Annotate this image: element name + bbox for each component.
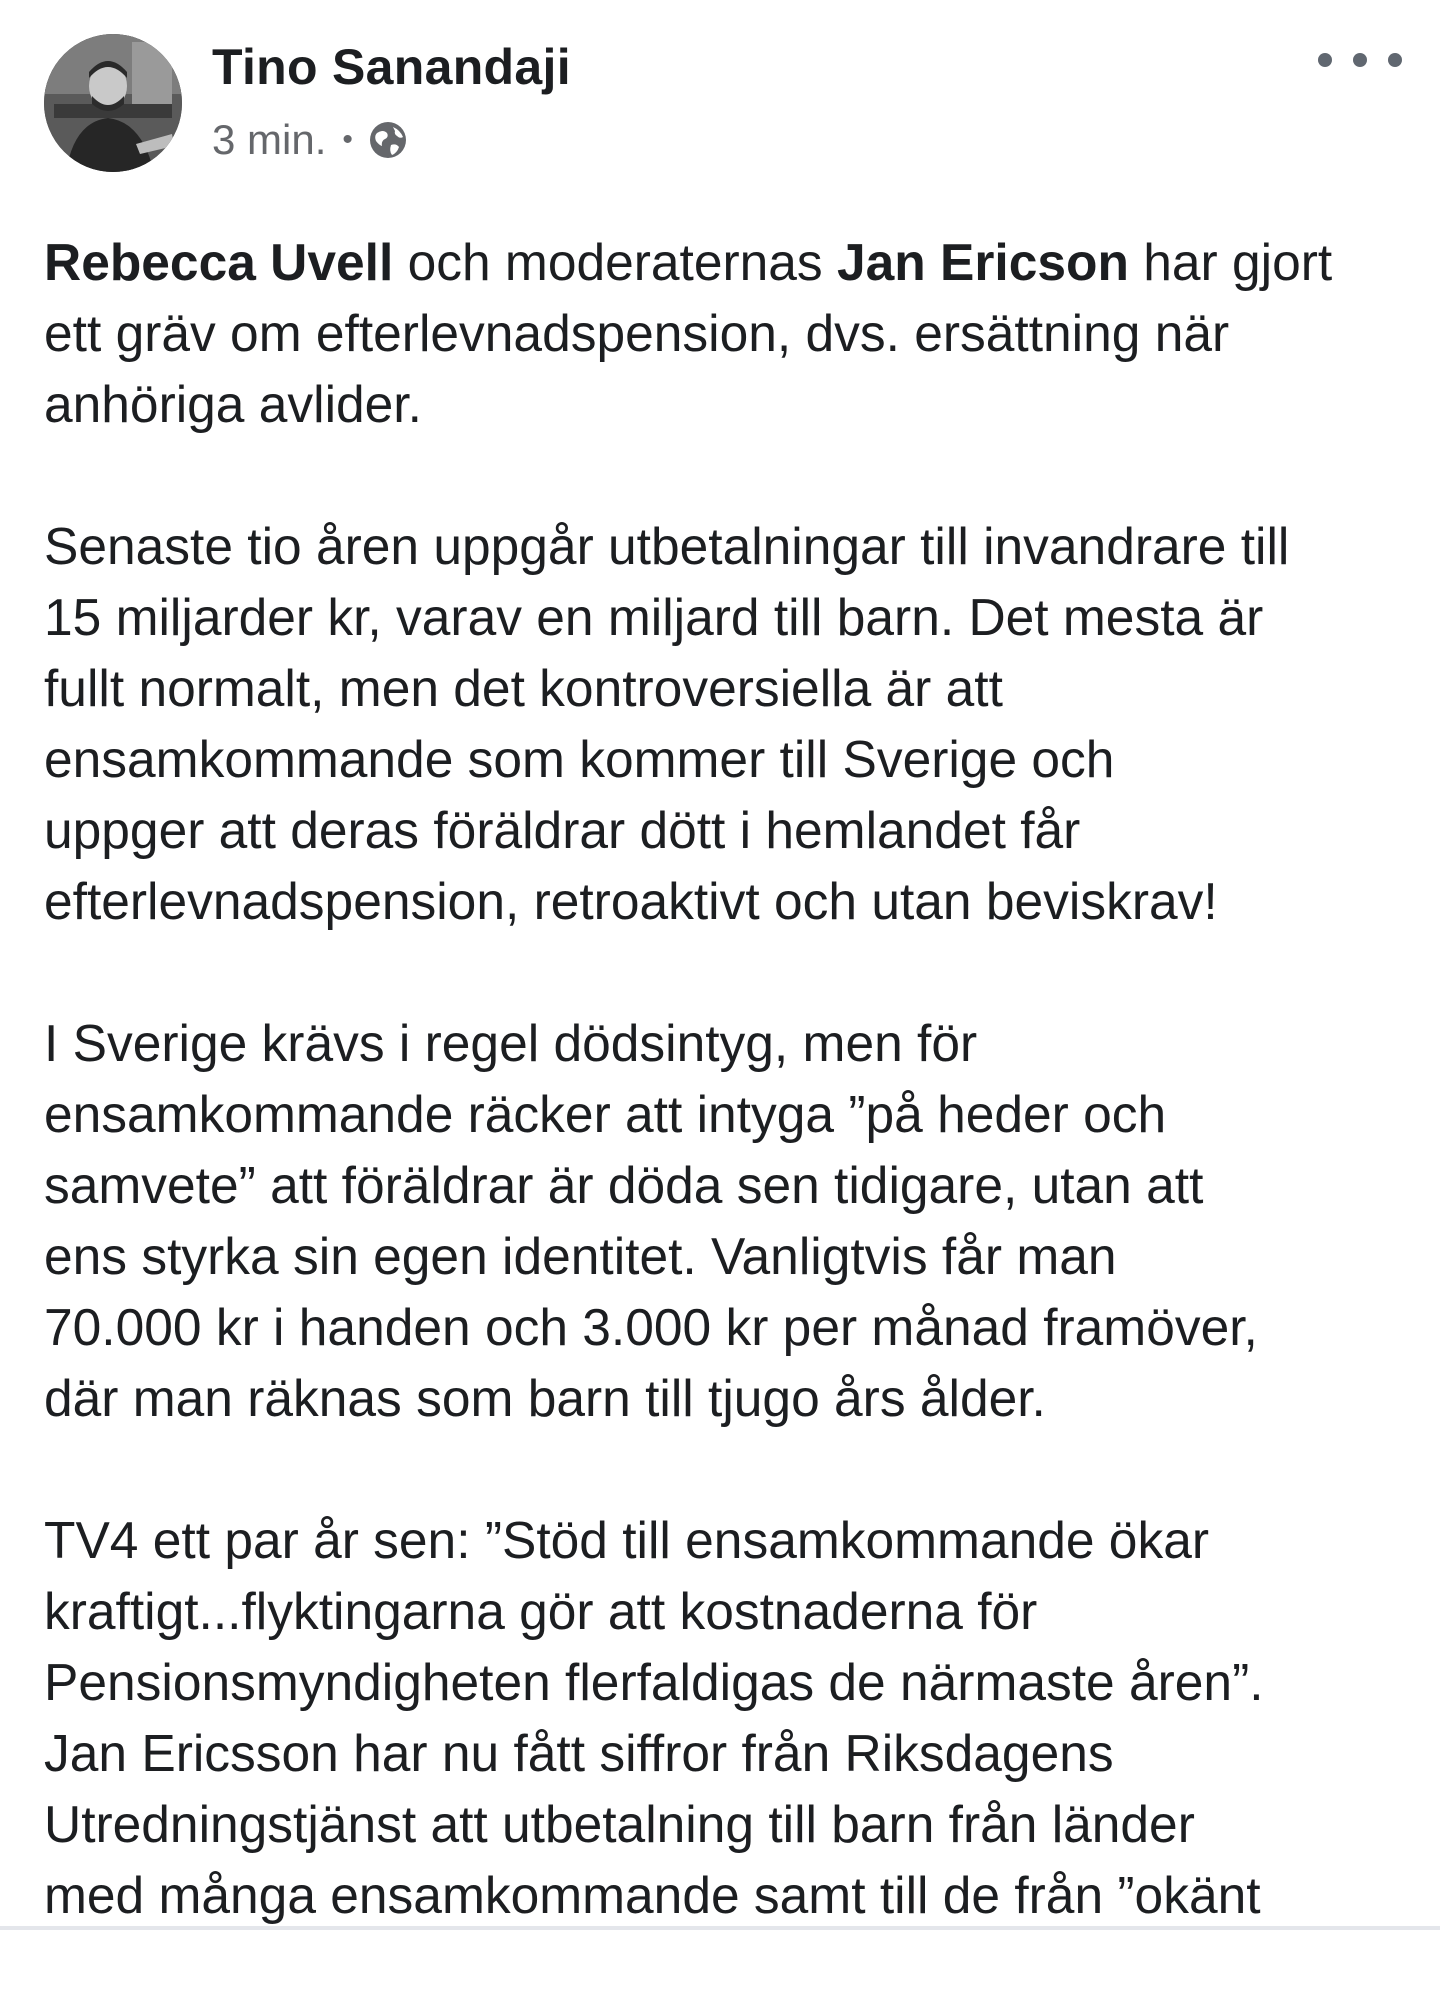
post-timestamp[interactable]: 3 min.	[212, 116, 327, 163]
post-paragraph	[44, 227, 1424, 440]
globe-icon[interactable]	[367, 119, 409, 161]
text-segment: Jan Ericsson har nu fått siffror från Riksdagens	[44, 1724, 1114, 1782]
post-body	[44, 227, 1424, 2002]
text-segment: Senaste tio åren uppgår utbetalningar till invandrare till	[44, 517, 1290, 575]
post-meta	[212, 112, 409, 168]
text-line	[44, 1221, 1424, 1292]
text-line	[44, 1576, 1424, 1647]
avatar-photo-icon	[44, 34, 182, 172]
text-line	[44, 511, 1424, 582]
tagged-name-link[interactable]: Jan Ericson	[836, 233, 1129, 291]
text-segment: efterlevnadspension, retroaktivt och utan beviskrav!	[44, 872, 1218, 930]
divider	[0, 1926, 1440, 1930]
more-options-button[interactable]	[1310, 40, 1410, 80]
text-line	[44, 866, 1424, 937]
meta-separator: •	[342, 123, 353, 156]
text-segment: ett gräv om efterlevnadspension, dvs. ersättning när	[44, 304, 1230, 362]
text-line	[44, 1505, 1424, 1576]
text-line	[44, 298, 1424, 369]
more-dot	[1388, 53, 1402, 67]
text-segment: uppger att deras föräldrar dött i hemlandet får	[44, 801, 1081, 859]
post-header	[0, 0, 1440, 200]
more-dot	[1318, 53, 1332, 67]
text-segment: där man räknas som barn till tjugo års ålder.	[44, 1369, 1046, 1427]
text-line	[44, 1860, 1424, 1931]
author-name[interactable]: Tino Sanandaji	[212, 39, 571, 95]
post-paragraph	[44, 1008, 1424, 1434]
text-line	[44, 227, 1424, 298]
text-segment: har gjort	[1128, 233, 1333, 291]
text-line	[44, 1718, 1424, 1789]
text-line	[44, 795, 1424, 866]
text-line	[44, 369, 1424, 440]
text-segment: Utredningstjänst att utbetalning till barn från länder	[44, 1795, 1195, 1853]
text-segment: anhöriga avlider.	[44, 375, 422, 433]
text-segment: 15 miljarder kr, varav en miljard till barn. Det mesta är	[44, 588, 1264, 646]
text-segment: och moderaternas	[393, 233, 837, 291]
text-line	[44, 1363, 1424, 1434]
text-line	[44, 653, 1424, 724]
post-paragraph	[44, 1505, 1424, 1931]
text-segment: med många ensamkommande samt till de från ”okänt	[44, 1866, 1261, 1924]
post-paragraph	[44, 511, 1424, 937]
text-segment: 70.000 kr i handen och 3.000 kr per månad framöver,	[44, 1298, 1258, 1356]
text-line	[44, 1150, 1424, 1221]
text-segment: ensamkommande räcker att intyga ”på heder och	[44, 1085, 1167, 1143]
text-line	[44, 1789, 1424, 1860]
text-line	[44, 1647, 1424, 1718]
text-line	[44, 1008, 1424, 1079]
text-segment: ensamkommande som kommer till Sverige och	[44, 730, 1115, 788]
text-segment: fullt normalt, men det kontroversiella är att	[44, 659, 1003, 717]
text-line	[44, 1079, 1424, 1150]
text-line	[44, 724, 1424, 795]
more-dot	[1353, 53, 1367, 67]
text-segment: kraftigt...flyktingarna gör att kostnaderna för	[44, 1582, 1038, 1640]
text-segment: Pensionsmyndigheten flerfaldigas de närmaste åren”.	[44, 1653, 1264, 1711]
text-segment: TV4 ett par år sen: ”Stöd till ensamkommande ökar	[44, 1511, 1209, 1569]
text-line	[44, 1292, 1424, 1363]
tagged-name-link[interactable]: Rebecca Uvell	[44, 233, 394, 291]
text-segment: samvete” att föräldrar är döda sen tidigare, utan att	[44, 1156, 1204, 1214]
text-segment: I Sverige krävs i regel dödsintyg, men för	[44, 1014, 978, 1072]
text-line	[44, 582, 1424, 653]
text-segment: ens styrka sin egen identitet. Vanligtvis får man	[44, 1227, 1117, 1285]
author-avatar[interactable]	[44, 34, 182, 172]
